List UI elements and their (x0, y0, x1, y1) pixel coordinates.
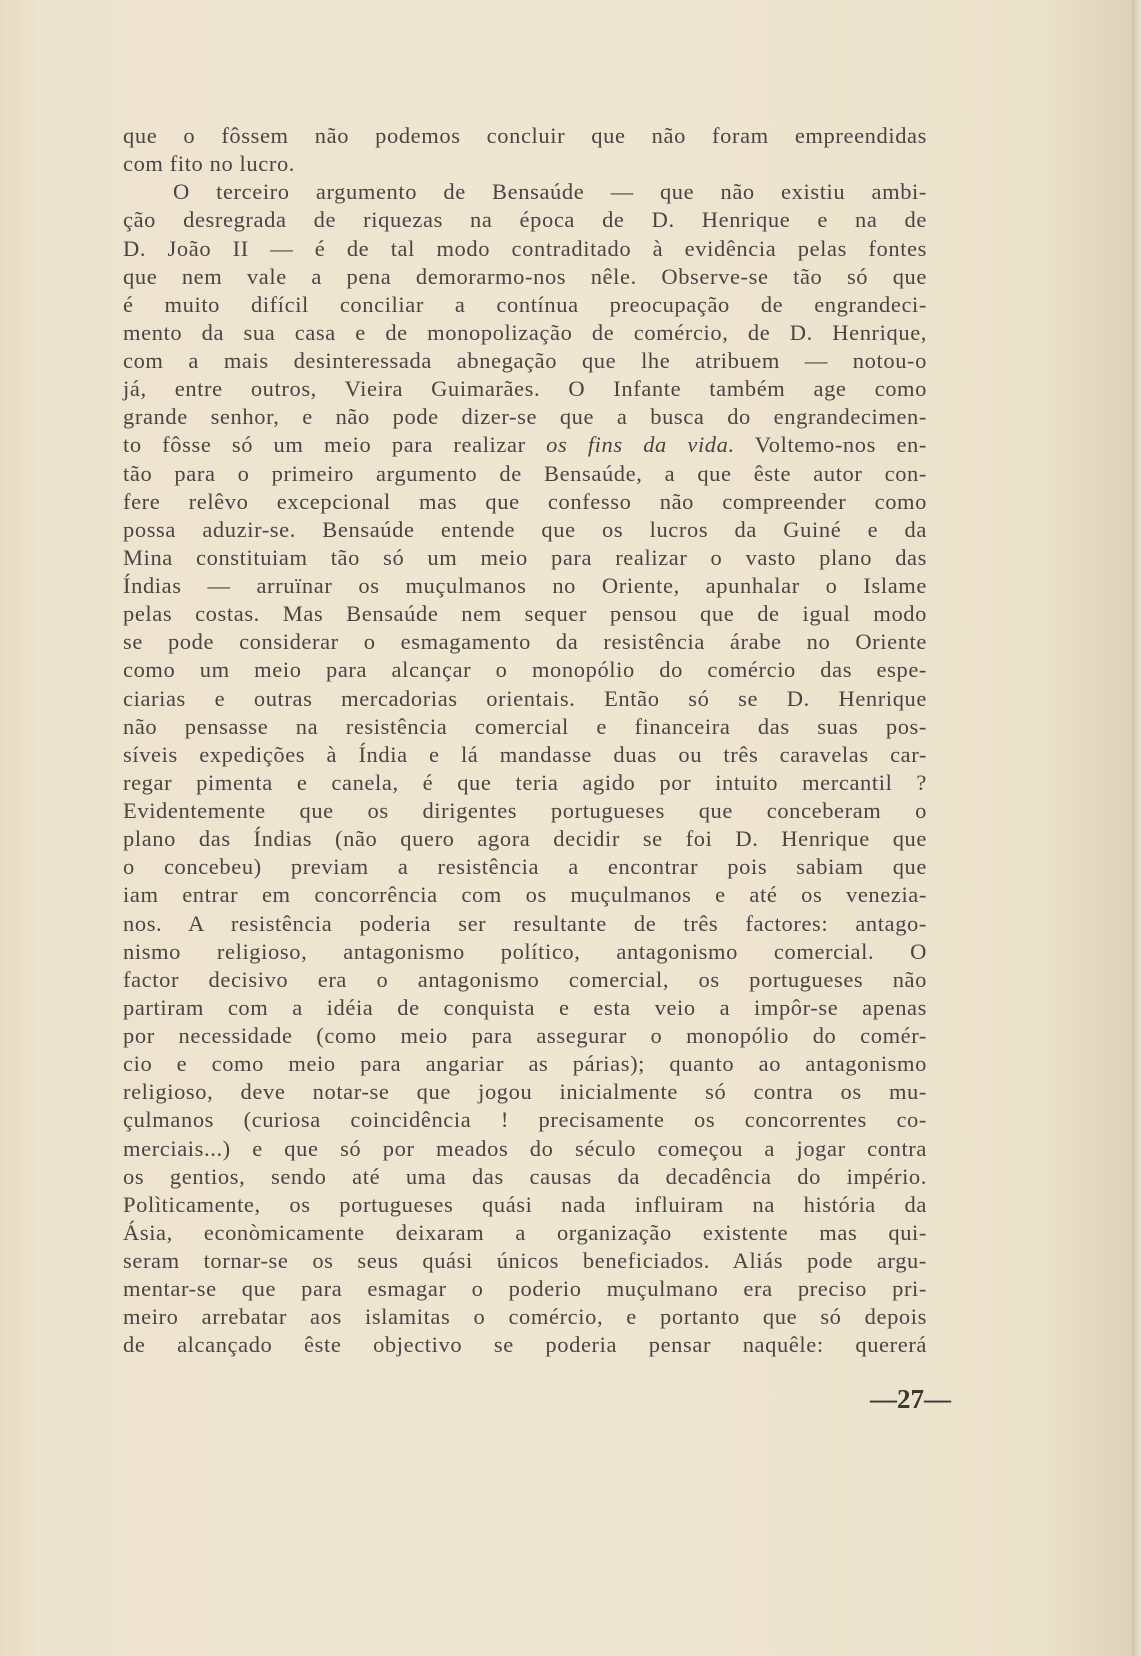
text-line: D. João II — é de tal modo contraditado à evidência pelas fontes (123, 235, 927, 261)
text-line: religioso, deve notar-se que jogou inicialmente só contra os mu- (123, 1079, 927, 1105)
body-text (123, 122, 927, 1360)
text-line: tão para o primeiro argumento de Bensaúde, a que êste autor con- (123, 460, 927, 486)
text-line: çulmanos (curiosa coincidência ! precisamente os concorrentes co- (123, 1107, 927, 1133)
text-line: Ásia, econòmicamente deixaram a organização existente mas qui- (123, 1219, 927, 1245)
text-line: iam entrar em concorrência com os muçulmanos e até os venezia- (123, 882, 927, 908)
text-line: por necessidade (como meio para assegurar o monopólio do comér- (123, 1023, 927, 1048)
text-line: é muito difícil conciliar a contínua preocupação de engrandeci- (123, 291, 927, 317)
text-line: já, entre outros, Vieira Guimarães. O Infante também age como (123, 376, 927, 402)
text-line: Evidentemente que os dirigentes portugueses que conceberam o (123, 798, 927, 823)
text-line: mento da sua casa e de monopolização de comércio, de D. Henrique, (123, 319, 927, 345)
text-line: síveis expedições à Índia e lá mandasse duas ou três caravelas car- (123, 741, 927, 767)
text-line: com fito no lucro. (123, 151, 296, 177)
text-line: nos. A resistência poderia ser resultante de três factores: antago- (123, 910, 927, 936)
text-line: com a mais desinteressada abnegação que lhe atribuem — notou-o (123, 348, 927, 373)
text-line: regar pimenta e canela, é que teria agido por intuito mercantil ? (123, 769, 927, 795)
text-line: que o fôssem não podemos concluir que não foram empreendidas (123, 123, 927, 148)
text-segment: Voltemo-nos en- (734, 432, 927, 458)
text-segment: to fôsse só um meio para realizar (123, 432, 547, 458)
page-edge (1132, 0, 1141, 1656)
text-line: seram tornar-se os seus quási únicos beneficiados. Aliás pode argu- (123, 1248, 927, 1273)
page-number: —27— (870, 1384, 951, 1414)
text-line: Índias — arruïnar os muçulmanos no Oriente, apunhalar o Islame (123, 573, 927, 598)
text-line: fere relêvo excepcional mas que confesso não compreender como (123, 488, 927, 514)
text-line: merciais...) e que só por meados do século começou a jogar contra (123, 1135, 927, 1161)
text-line: meiro arrebatar aos islamitas o comércio, e portanto que só depois (123, 1304, 927, 1330)
text-line: ção desregrada de riquezas na época de D. Henrique e na de (123, 207, 927, 233)
text-line: possa aduzir-se. Bensaúde entende que os lucros da Guiné e da (123, 516, 927, 542)
text-line: nismo religioso, antagonismo político, antagonismo comercial. O (123, 938, 927, 964)
text-line: plano das Índias (não quero agora decidir se foi D. Henrique que (123, 826, 927, 852)
text-line: pelas costas. Mas Bensaúde nem sequer pensou que de igual modo (123, 601, 927, 627)
text-line: Polìticamente, os portugueses quási nada influiram na história da (123, 1191, 927, 1217)
text-line: factor decisivo era o antagonismo comercial, os portugueses não (123, 966, 927, 992)
text-line: como um meio para alcançar o monopólio do comércio das espe- (123, 657, 927, 683)
text-line: se pode considerar o esmagamento da resistência árabe no Oriente (123, 629, 927, 655)
text-line: grande senhor, e não pode dizer-se que a busca do engrandecimen- (123, 404, 927, 430)
text-line: Mina constituiam tão só um meio para realizar o vasto plano das (123, 544, 927, 570)
text-line: não pensasse na resistência comercial e financeira das suas pos- (123, 713, 927, 739)
text-line: mentar-se que para esmagar o poderio muçulmano era preciso pri- (123, 1276, 927, 1302)
text-line: o concebeu) previam a resistência a encontrar pois sabiam que (123, 854, 927, 880)
text-line: ciarias e outras mercadorias orientais. Então só se D. Henrique (123, 685, 927, 711)
text-line (123, 431, 927, 459)
italic-phrase: os fins da vida. (546, 432, 735, 458)
text-line: que nem vale a pena demorarmo-nos nêle. Observe-se tão só que (123, 263, 927, 289)
text-line: cio e como meio para angariar as párias); quanto ao antagonismo (123, 1051, 927, 1077)
text-line: de alcançado êste objectivo se poderia pensar naquêle: quererá (123, 1332, 927, 1358)
text-line: O terceiro argumento de Bensaúde — que não existiu ambi- (173, 179, 927, 205)
text-line: os gentios, sendo até uma das causas da decadência do império. (123, 1163, 927, 1189)
text-line: partiram com a idéia de conquista e esta veio a impôr-se apenas (123, 994, 927, 1020)
